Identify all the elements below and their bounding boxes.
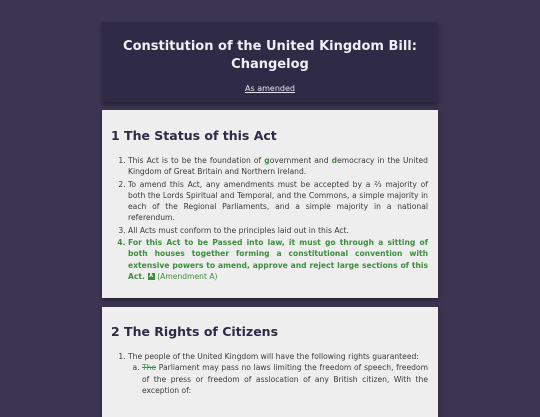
section-items-list <box>102 351 428 397</box>
amendment-icon[interactable]: A <box>149 273 153 280</box>
sub-list-item: a. The Parliament may pass no laws limiting the freedom of speech, freedom of the press or freedom of asslocation of any British citizen, With the exception of: <box>142 362 428 396</box>
page-header <box>102 22 438 102</box>
section-heading: 2 The Rights of Citizens <box>111 324 279 339</box>
section-heading: 1 The Status of this Act <box>111 128 277 143</box>
section-items-list <box>102 155 428 283</box>
list-item: 1. The people of the United Kingdom will have the following rights guaranteed: a. The Parliament may pass no laws limiting the freedom of speech, freedom of the press or freedom of asslocation of any British citizen, With the exception of: <box>128 351 428 396</box>
struck-text: The <box>142 363 157 373</box>
list-item: 3. All Acts must conform to the principles laid out in this Act. <box>128 225 428 236</box>
section-status-card <box>102 110 438 298</box>
amendment-ref: (Amendment A) <box>157 271 218 281</box>
sub-list <box>128 362 428 396</box>
list-item: 2. To amend this Act, any amendments must be accepted by a ⅔ majority of both the Lords Spiritual and Temporal, and the Commons, a simple majority in each of the Regional Parliaments, and a simple majority in a national referendum. <box>128 179 428 224</box>
list-item: 1. This Act is to be the foundation of government and democracy in the United Kingdom of Great Britain and Northern Ireland. <box>128 155 428 178</box>
as-amended-link[interactable]: As amended <box>245 84 295 93</box>
section-rights-card <box>102 307 438 417</box>
list-item-added: 4. For this Act to be Passed into law, it must go through a sitting of both houses together forming a constitutional convention with extensive powers to amend, approve and reject large sections of this Act. A (Amendment A) <box>128 237 428 282</box>
page-title: Constitution of the United Kingdom Bill: Changelog <box>123 39 417 72</box>
